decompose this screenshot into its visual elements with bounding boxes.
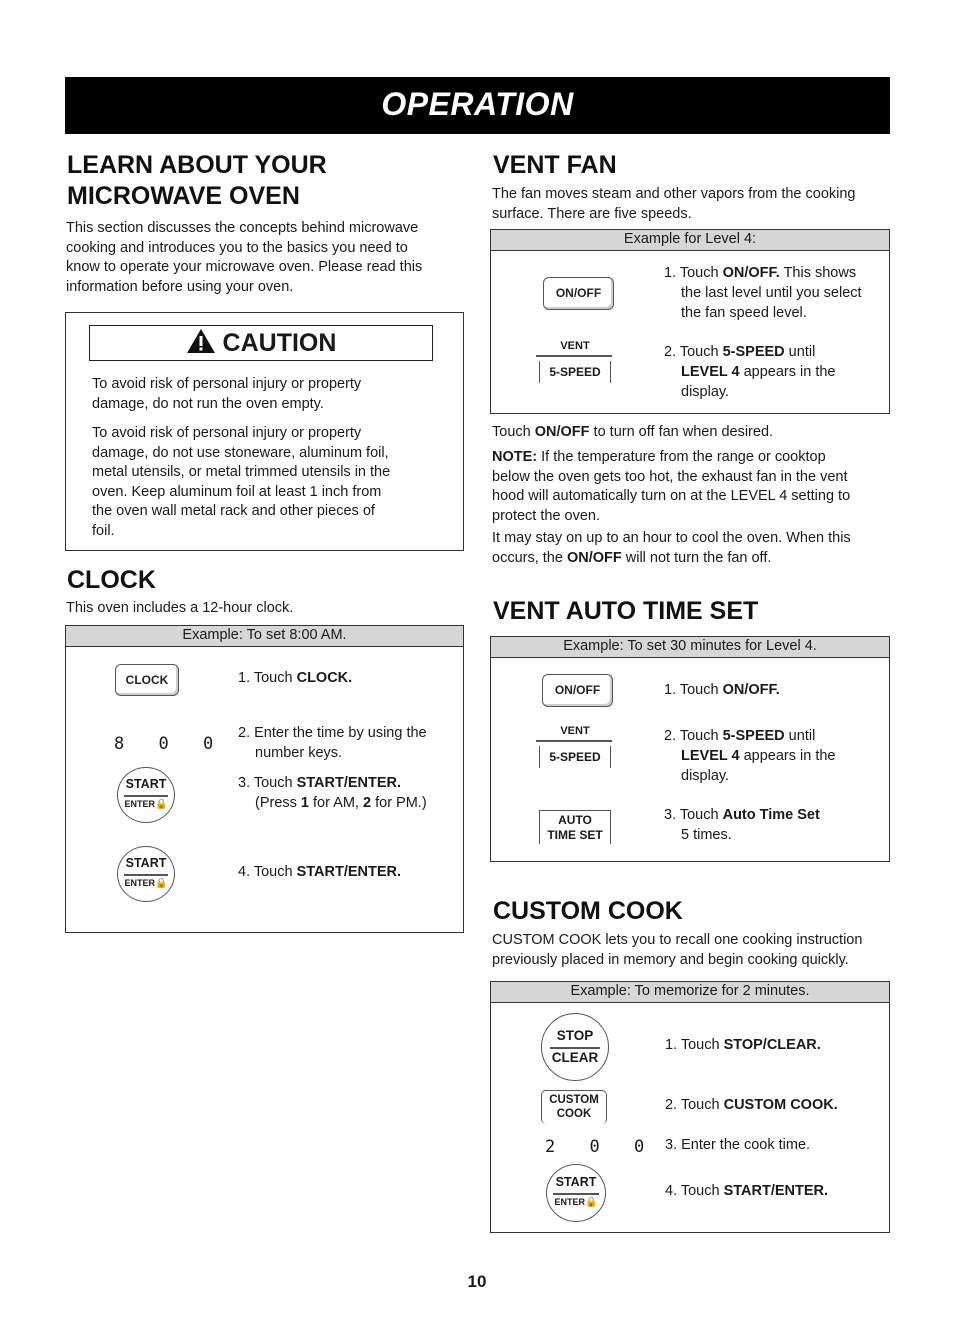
custom-intro: CUSTOM COOK lets you to recall one cooking instruction previously placed in memory and begin cooking quickly. bbox=[492, 932, 863, 968]
section-banner: OPERATION bbox=[65, 77, 890, 134]
clock-step-1: 1. Touch CLOCK. bbox=[238, 670, 353, 686]
enter-label: ENTER🔒 bbox=[124, 878, 168, 889]
stop-label: STOP bbox=[556, 1028, 594, 1043]
caution-line: To avoid risk of personal injury or property bbox=[92, 376, 362, 392]
ventauto-step-3: 3. Touch Auto Time Set 5 times. bbox=[664, 807, 820, 843]
key-divider bbox=[553, 1193, 599, 1195]
lock-icon: 🔒 bbox=[155, 878, 168, 889]
custom-example-header: Example: To memorize for 2 minutes. bbox=[491, 982, 889, 1003]
ventfan-stay-note: It may stay on up to an hour to cool the oven. When this occurs, the ON/OFF will not turn the fan off. bbox=[492, 530, 851, 566]
custom-step-3: 3. Enter the cook time. bbox=[665, 1137, 811, 1153]
caution-line: metal utensils, or metal trimmed utensils in the bbox=[92, 464, 391, 481]
caution-line: foil. bbox=[92, 522, 115, 539]
clock-step-4: 4. Touch START/ENTER. bbox=[238, 864, 402, 880]
learn-body-line: cooking and introduces you to the basics you need to bbox=[66, 239, 408, 256]
caution-para-1 bbox=[92, 375, 361, 414]
vent-divider bbox=[536, 355, 612, 357]
learn-body-line: know to operate your microwave oven. Please read this bbox=[66, 259, 423, 276]
custom-step-2: 2. Touch CUSTOM COOK. bbox=[665, 1097, 838, 1113]
ventfan-off-note: Touch ON/OFF to turn off fan when desired. bbox=[492, 424, 774, 440]
ventfan-step-1: 1. Touch ON/OFF. This shows the last level until you select the fan speed level. bbox=[664, 265, 862, 321]
learn-body-line: information before using your oven. bbox=[66, 278, 294, 295]
ventauto-step-2: 2. Touch 5-SPEED until LEVEL 4 appears in the display. bbox=[664, 728, 836, 784]
caution-line: damage, do not run the oven empty. bbox=[92, 395, 324, 412]
caution-para-2 bbox=[92, 424, 390, 542]
ventauto-onoff-key[interactable]: ON/OFF bbox=[542, 674, 613, 707]
lock-icon: 🔒 bbox=[155, 799, 168, 810]
ventauto-vent-label: VENT bbox=[560, 725, 590, 737]
ventfan-example-header: Example for Level 4: bbox=[491, 230, 889, 251]
start-label: START bbox=[555, 1175, 597, 1189]
enter-label: ENTER🔒 bbox=[124, 799, 168, 810]
clock-key[interactable] bbox=[115, 664, 179, 696]
vent-divider bbox=[536, 740, 612, 742]
caution-line: To avoid risk of personal injury or property bbox=[92, 425, 362, 441]
key-divider bbox=[124, 795, 168, 797]
learn-heading bbox=[67, 150, 327, 212]
clock-example-header: Example: To set 8:00 AM. bbox=[66, 626, 463, 647]
clock-step-2: 2. Enter the time by using the number keys. bbox=[238, 725, 427, 761]
page-number: 10 bbox=[467, 1272, 487, 1291]
clock-intro: This oven includes a 12-hour clock. bbox=[66, 600, 294, 616]
clock-start-enter-key-2[interactable] bbox=[117, 846, 175, 902]
custom-start-enter-key[interactable] bbox=[546, 1164, 606, 1222]
ventfan-speed-key[interactable]: 5-SPEED bbox=[539, 361, 611, 383]
lock-icon: 🔒 bbox=[585, 1197, 598, 1208]
ventauto-example-header: Example: To set 30 minutes for Level 4. bbox=[491, 637, 889, 658]
learn-body-line: This section discusses the concepts behind microwave bbox=[66, 220, 419, 236]
custom-step-4: 4. Touch START/ENTER. bbox=[665, 1183, 829, 1199]
ventfan-onoff-key[interactable]: ON/OFF bbox=[543, 277, 614, 310]
clock-step-3: 3. Touch START/ENTER. (Press 1 for AM, 2 for PM.) bbox=[238, 775, 427, 811]
ventauto-speed-key[interactable]: 5-SPEED bbox=[539, 746, 611, 768]
ventfan-step-2: 2. Touch 5-SPEED until LEVEL 4 appears in the display. bbox=[664, 344, 836, 400]
key-divider bbox=[550, 1047, 600, 1049]
learn-body bbox=[66, 219, 422, 297]
clock-start-enter-key[interactable] bbox=[117, 767, 175, 823]
clock-heading: CLOCK bbox=[67, 566, 156, 594]
start-label: START bbox=[125, 777, 167, 791]
auto-time-set-key[interactable]: AUTO TIME SET bbox=[539, 810, 611, 844]
ventfan-intro: The fan moves steam and other vapors from the cooking surface. There are five speeds. bbox=[492, 186, 856, 222]
caution-line: the oven wall metal rack and other pieces of bbox=[92, 503, 375, 520]
custom-cook-key[interactable]: CUSTOM COOK bbox=[541, 1090, 607, 1124]
clear-label: CLEAR bbox=[551, 1050, 599, 1065]
clock-digits: 8 0 0 bbox=[114, 734, 226, 754]
caution-line: oven. Keep aluminum foil at least 1 inch from bbox=[92, 483, 382, 500]
learn-heading-line1: LEARN ABOUT YOUR bbox=[67, 151, 327, 179]
clock-key-label: CLOCK bbox=[125, 673, 169, 687]
ventauto-step-1: 1. Touch ON/OFF. bbox=[664, 682, 780, 698]
custom-step-1: 1. Touch STOP/CLEAR. bbox=[665, 1037, 821, 1053]
enter-label: ENTER🔒 bbox=[554, 1197, 598, 1208]
start-label: START bbox=[125, 856, 167, 870]
ventfan-note: NOTE: If the temperature from the range or cooktop below the oven gets too hot, the exhaust fan in the vent hood will automatically turn on at the LEVEL 4 setting to protect the oven. bbox=[492, 449, 851, 524]
ventfan-heading: VENT FAN bbox=[493, 151, 617, 179]
key-divider bbox=[124, 874, 168, 876]
custom-heading: CUSTOM COOK bbox=[493, 897, 683, 925]
ventauto-heading: VENT AUTO TIME SET bbox=[493, 597, 759, 625]
learn-heading-line2: MICROWAVE OVEN bbox=[67, 182, 300, 210]
caution-line: damage, do not use stoneware, aluminum foil, bbox=[92, 444, 389, 461]
custom-digits: 2 0 0 bbox=[545, 1137, 657, 1157]
ventfan-vent-label: VENT bbox=[560, 340, 590, 352]
caution-label: CAUTION bbox=[222, 329, 337, 357]
stop-clear-key[interactable] bbox=[541, 1013, 609, 1081]
warning-triangle-icon bbox=[186, 328, 216, 354]
caution-label-box bbox=[89, 325, 433, 361]
